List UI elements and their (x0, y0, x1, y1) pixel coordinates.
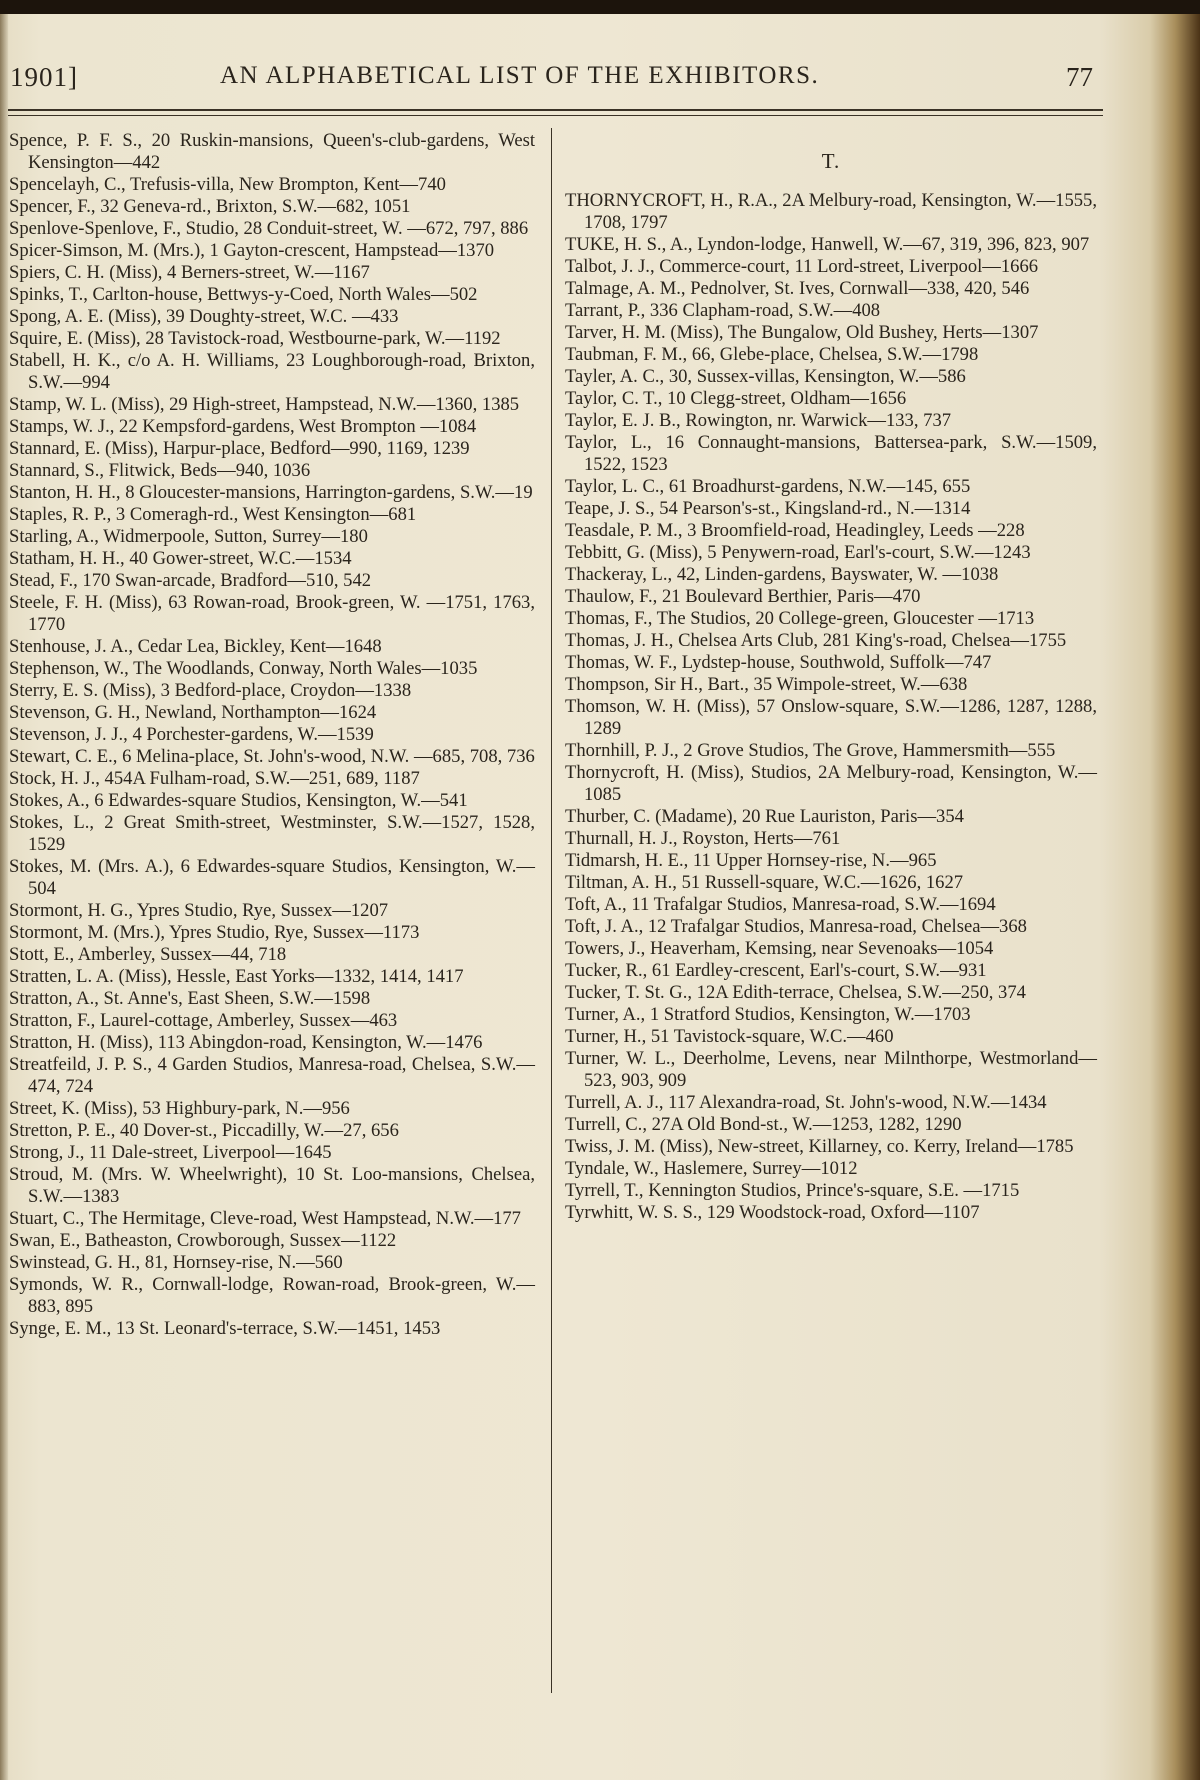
exhibitor-entry: Tiltman, A. H., 51 Russell-square, W.C.—1626, 1627 (565, 872, 964, 893)
header-rule-thin (8, 115, 1103, 116)
exhibitor-entry: Taylor, L., 16 Connaught-mansions, Battersea-park, S.W.—1509, 1522, 1523 (565, 432, 1097, 475)
exhibitor-entry: Thurnall, H. J., Royston, Herts—761 (565, 828, 841, 849)
exhibitor-entry: Spence, P. F. S., 20 Ruskin-mansions, Queen's-club-gardens, West Kensington—442 (9, 130, 535, 173)
exhibitor-entry: Stenhouse, J. A., Cedar Lea, Bickley, Kent—1648 (9, 636, 382, 657)
exhibitor-entry: Thomas, F., The Studios, 20 College-green, Gloucester —1713 (565, 608, 1035, 629)
exhibitor-entry: Stratton, A., St. Anne's, East Sheen, S.W.—1598 (9, 988, 371, 1009)
header-title: AN ALPHABETICAL LIST OF THE EXHIBITORS. (220, 62, 820, 89)
exhibitor-entry: Tayler, A. C., 30, Sussex-villas, Kensington, W.—586 (565, 366, 966, 387)
exhibitor-entry: Stevenson, G. H., Newland, Northampton—1624 (9, 702, 377, 723)
exhibitor-entry: Stannard, E. (Miss), Harpur-place, Bedford—990, 1169, 1239 (9, 438, 470, 459)
exhibitor-entry: Tucker, T. St. G., 12A Edith-terrace, Chelsea, S.W.—250, 374 (565, 982, 1026, 1003)
exhibitor-entry: Spong, A. E. (Miss), 39 Doughty-street, W.C. —433 (9, 306, 399, 327)
exhibitor-entry: Stevenson, J. J., 4 Porchester-gardens, W.—1539 (9, 724, 374, 745)
exhibitor-entry: Stabell, H. K., c/o A. H. Williams, 23 Loughborough-road, Brixton, S.W.—994 (9, 350, 535, 393)
exhibitor-entry: Stokes, L., 2 Great Smith-street, Westminster, S.W.—1527, 1528, 1529 (9, 812, 535, 855)
exhibitor-entry: Swan, E., Batheaston, Crowborough, Sussex—1122 (9, 1230, 397, 1251)
right-column (565, 130, 1097, 1224)
exhibitor-entry: Thomas, J. H., Chelsea Arts Club, 281 King's-road, Chelsea—1755 (565, 630, 1067, 651)
exhibitor-entry: Stephenson, W., The Woodlands, Conway, North Wales—1035 (9, 658, 478, 679)
right-entries (565, 190, 1097, 1224)
exhibitor-entry: Spencelayh, C., Trefusis-villa, New Brompton, Kent—740 (9, 174, 446, 195)
exhibitor-entry: Stannard, S., Flitwick, Beds—940, 1036 (9, 460, 311, 481)
exhibitor-entry: Steele, F. H. (Miss), 63 Rowan-road, Brook-green, W. —1751, 1763, 1770 (9, 592, 535, 635)
exhibitor-entry: Turner, A., 1 Stratford Studios, Kensington, W.—1703 (565, 1004, 971, 1025)
exhibitor-entry: Stormont, M. (Mrs.), Ypres Studio, Rye, Sussex—1173 (9, 922, 420, 943)
exhibitor-entry: Turrell, A. J., 117 Alexandra-road, St. John's-wood, N.W.—1434 (565, 1092, 1047, 1113)
exhibitor-entry: Stamp, W. L. (Miss), 29 High-street, Hampstead, N.W.—1360, 1385 (9, 394, 520, 415)
exhibitor-entry: Turner, W. L., Deerholme, Levens, near Milnthorpe, Westmorland—523, 903, 909 (565, 1048, 1097, 1091)
exhibitor-entry: Spicer-Simson, M. (Mrs.), 1 Gayton-crescent, Hampstead—1370 (9, 240, 495, 261)
exhibitor-entry: Stormont, H. G., Ypres Studio, Rye, Sussex—1207 (9, 900, 389, 921)
exhibitor-entry: Spiers, C. H. (Miss), 4 Berners-street, W.—1167 (9, 262, 370, 283)
exhibitor-entry: Stratten, L. A. (Miss), Hessle, East Yorks—1332, 1414, 1417 (9, 966, 464, 987)
exhibitor-entry: Thornycroft, H. (Miss), Studios, 2A Melbury-road, Kensington, W.—1085 (565, 762, 1097, 805)
exhibitor-entry: Street, K. (Miss), 53 Highbury-park, N.—956 (9, 1098, 350, 1119)
exhibitor-entry: Stokes, A., 6 Edwardes-square Studios, Kensington, W.—541 (9, 790, 468, 811)
exhibitor-entry: Talmage, A. M., Pednolver, St. Ives, Cornwall—338, 420, 546 (565, 278, 1030, 299)
exhibitor-entry: Stratton, F., Laurel-cottage, Amberley, Sussex—463 (9, 1010, 398, 1031)
exhibitor-entry: Tyndale, W., Haslemere, Surrey—1012 (565, 1158, 858, 1179)
exhibitor-entry: Teasdale, P. M., 3 Broomfield-road, Headingley, Leeds —228 (565, 520, 1025, 541)
header-rule-thick (8, 109, 1103, 111)
exhibitor-entry: Stead, F., 170 Swan-arcade, Bradford—510, 542 (9, 570, 372, 591)
exhibitor-entry: Thomas, W. F., Lydstep-house, Southwold, Suffolk—747 (565, 652, 992, 673)
exhibitor-entry: Taylor, C. T., 10 Clegg-street, Oldham—1656 (565, 388, 907, 409)
exhibitor-entry: Thomson, W. H. (Miss), 57 Onslow-square, S.W.—1286, 1287, 1288, 1289 (565, 696, 1097, 739)
exhibitor-entry: Tyrwhitt, W. S. S., 129 Woodstock-road, Oxford—1107 (565, 1202, 980, 1223)
exhibitor-entry: Tarrant, P., 336 Clapham-road, S.W.—408 (565, 300, 881, 321)
column-divider (551, 128, 552, 1693)
exhibitor-entry: Thaulow, F., 21 Boulevard Berthier, Paris—470 (565, 586, 921, 607)
exhibitor-entry: Streatfeild, J. P. S., 4 Garden Studios, Manresa-road, Chelsea, S.W.—474, 724 (9, 1054, 535, 1097)
exhibitor-entry: Synge, E. M., 13 St. Leonard's-terrace, S.W.—1451, 1453 (9, 1318, 441, 1339)
exhibitor-entry: Symonds, W. R., Cornwall-lodge, Rowan-road, Brook-green, W.—883, 895 (9, 1274, 535, 1317)
exhibitor-entry: Staples, R. P., 3 Comeragh-rd., West Kensington—681 (9, 504, 417, 525)
exhibitor-entry: Towers, J., Heaverham, Kemsing, near Sevenoaks—1054 (565, 938, 994, 959)
exhibitor-entry: Stamps, W. J., 22 Kempsford-gardens, West Brompton —1084 (9, 416, 477, 437)
exhibitor-entry: Spencer, F., 32 Geneva-rd., Brixton, S.W.—682, 1051 (9, 196, 411, 217)
exhibitor-entry: Stuart, C., The Hermitage, Cleve-road, West Hampstead, N.W.—177 (9, 1208, 521, 1229)
top-border (0, 0, 1200, 14)
left-column (9, 130, 535, 1340)
exhibitor-entry: Stock, H. J., 454A Fulham-road, S.W.—251, 689, 1187 (9, 768, 420, 789)
exhibitor-entry: Squire, E. (Miss), 28 Tavistock-road, Westbourne-park, W.—1192 (9, 328, 501, 349)
running-header (0, 62, 1200, 102)
exhibitor-entry: Spinks, T., Carlton-house, Bettwys-y-Coed, North Wales—502 (9, 284, 478, 305)
exhibitor-entry: Statham, H. H., 40 Gower-street, W.C.—1534 (9, 548, 352, 569)
exhibitor-entry: Starling, A., Widmerpoole, Sutton, Surrey—180 (9, 526, 368, 547)
exhibitor-entry: Tebbitt, G. (Miss), 5 Penywern-road, Earl's-court, S.W.—1243 (565, 542, 1031, 563)
exhibitor-entry: Strong, J., 11 Dale-street, Liverpool—1645 (9, 1142, 332, 1163)
exhibitor-entry: Stewart, C. E., 6 Melina-place, St. John's-wood, N.W. —685, 708, 736 (9, 746, 535, 767)
exhibitor-entry: Taubman, F. M., 66, Glebe-place, Chelsea, S.W.—1798 (565, 344, 979, 365)
section-letter: T. (821, 149, 841, 173)
exhibitor-entry: THORNYCROFT, H., R.A., 2A Melbury-road, Kensington, W.—1555, 1708, 1797 (565, 190, 1097, 233)
page-gutter-edge (0, 14, 8, 1780)
exhibitor-entry: Teape, J. S., 54 Pearson's-st., Kingsland-rd., N.—1314 (565, 498, 971, 519)
exhibitor-entry: Sterry, E. S. (Miss), 3 Bedford-place, Croydon—1338 (9, 680, 412, 701)
exhibitor-entry: Thompson, Sir H., Bart., 35 Wimpole-street, W.—638 (565, 674, 968, 695)
exhibitor-entry: Stroud, M. (Mrs. W. Wheelwright), 10 St. Loo-mansions, Chelsea, S.W.—1383 (9, 1164, 535, 1207)
exhibitor-entry: Talbot, J. J., Commerce-court, 11 Lord-street, Liverpool—1666 (565, 256, 1039, 277)
exhibitor-entry: Turrell, C., 27A Old Bond-st., W.—1253, 1282, 1290 (565, 1114, 962, 1135)
exhibitor-entry: Thornhill, P. J., 2 Grove Studios, The Grove, Hammersmith—555 (565, 740, 1056, 761)
exhibitor-entry: Toft, J. A., 12 Trafalgar Studios, Manresa-road, Chelsea—368 (565, 916, 1027, 937)
exhibitor-entry: Thurber, C. (Madame), 20 Rue Lauriston, Paris—354 (565, 806, 964, 827)
exhibitor-entry: Tucker, R., 61 Eardley-crescent, Earl's-court, S.W.—931 (565, 960, 987, 981)
exhibitor-entry: Thackeray, L., 42, Linden-gardens, Bayswater, W. —1038 (565, 564, 999, 585)
exhibitor-entry: Stratton, H. (Miss), 113 Abingdon-road, Kensington, W.—1476 (9, 1032, 483, 1053)
exhibitor-entry: Stott, E., Amberley, Sussex—44, 718 (9, 944, 287, 965)
exhibitor-entry: Stretton, P. E., 40 Dover-st., Piccadilly, W.—27, 656 (9, 1120, 399, 1141)
exhibitor-entry: Tyrrell, T., Kennington Studios, Prince's-square, S.E. —1715 (565, 1180, 1020, 1201)
exhibitor-entry: TUKE, H. S., A., Lyndon-lodge, Hanwell, W.—67, 319, 396, 823, 907 (565, 234, 1090, 255)
exhibitor-entry: Tidmarsh, H. E., 11 Upper Hornsey-rise, N.—965 (565, 850, 937, 871)
exhibitor-entry: Turner, H., 51 Tavistock-square, W.C.—460 (565, 1026, 894, 1047)
exhibitor-entry: Tarver, H. M. (Miss), The Bungalow, Old Bushey, Herts—1307 (565, 322, 1039, 343)
exhibitor-entry: Swinstead, G. H., 81, Hornsey-rise, N.—560 (9, 1252, 343, 1273)
exhibitor-entry: Taylor, E. J. B., Rowington, nr. Warwick—133, 737 (565, 410, 952, 431)
exhibitor-entry: Twiss, J. M. (Miss), New-street, Killarney, co. Kerry, Ireland—1785 (565, 1136, 1074, 1157)
exhibitor-entry: Taylor, L. C., 61 Broadhurst-gardens, N.W.—145, 655 (565, 476, 971, 497)
exhibitor-entry: Stokes, M. (Mrs. A.), 6 Edwardes-square Studios, Kensington, W.—504 (9, 856, 535, 899)
header-year: 1901] (10, 62, 78, 92)
exhibitor-entry: Stanton, H. H., 8 Gloucester-mansions, Harrington-gardens, S.W.—19 (9, 482, 533, 503)
exhibitor-entry: Toft, A., 11 Trafalgar Studios, Manresa-road, S.W.—1694 (565, 894, 996, 915)
exhibitor-entry: Spenlove-Spenlove, F., Studio, 28 Conduit-street, W. —672, 797, 886 (9, 218, 529, 239)
page-number: 77 (1066, 62, 1093, 92)
